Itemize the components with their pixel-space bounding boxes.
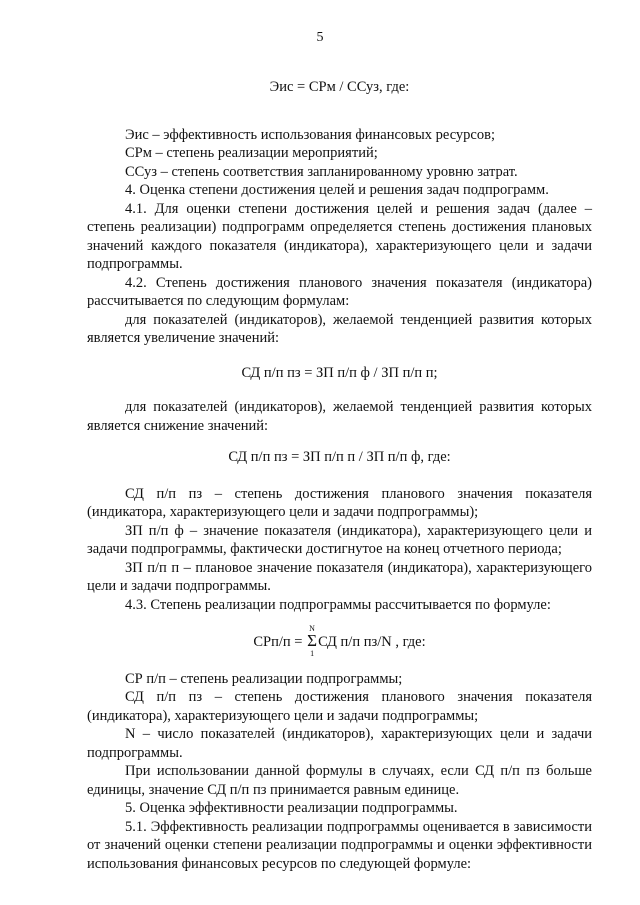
formula-sd-increase: СД п/п пз = ЗП п/п ф / ЗП п/п п;: [241, 364, 438, 381]
paragraph-4-3: 4.3. Степень реализации подпрограммы рассчитывается по формуле:: [125, 596, 551, 613]
paragraph-4-2: 4.2. Степень достижения планового значения показателя (индикатора) рассчитывается по следующим формулам:: [87, 274, 592, 309]
paragraph-5-1: 5.1. Эффективность реализации подпрограммы оценивается в зависимости от значений оценки степени реализации подпрограммы и оценки эффективности использования финансовых ресурсов по следующей формуле:: [87, 818, 592, 872]
paragraph-decrease: для показателей (индикаторов), желаемой тенденцией развития которых является снижение значений:: [87, 399, 592, 434]
formula-srpp-rhs: СД п/п пз/N , где:: [318, 634, 426, 650]
summation-upper-limit: N: [309, 624, 315, 633]
section-4-heading: 4. Оценка степени достижения целей и решения задач подпрограмм.: [125, 182, 549, 198]
def-zp-plan: ЗП п/п п – плановое значение показателя (индикатора), характеризующего цели и задачи подпрограммы.: [87, 559, 592, 594]
summation-lower-limit: 1: [310, 648, 315, 658]
def-zp-fact: ЗП п/п ф – значение показателя (индикатора), характеризующего цели и задачи подпрограммы, фактически достигнутое на конец отчетного периода;: [87, 522, 592, 557]
document-body: [87, 78, 592, 873]
def-eis: Эис – эффективность использования финансовых ресурсов;: [125, 126, 495, 143]
def-ssuz: ССуз – степень соответствия запланированному уровню затрат.: [125, 163, 518, 180]
sigma-glyph: Σ: [307, 631, 318, 650]
formula-sd-decrease: СД п/п пз = ЗП п/п п / ЗП п/п ф, где:: [228, 449, 451, 465]
def-n: N – число показателей (индикаторов), характеризующих цели и задачи подпрограммы.: [87, 726, 592, 761]
formula-srpp: [87, 624, 592, 658]
page-number: 5: [316, 30, 324, 45]
def-srpp: СР п/п – степень реализации подпрограммы;: [125, 670, 403, 687]
def-sd-2: СД п/п пз – степень достижения планового значения показателя (индикатора), характеризующего цели и задачи подпрограммы;: [87, 689, 592, 724]
paragraph-increase: для показателей (индикаторов), желаемой тенденцией развития которых является увеличение значений:: [87, 311, 592, 346]
formula-eis: Эис = СРм / ССуз, где:: [269, 79, 410, 95]
paragraph-4-1: 4.1. Для оценки степени достижения целей и решения задач (далее – степень реализации) подпрограмм определяется степень достижения плановых значений каждого показателя (индикатора), характеризующего цели и задачи подпрограммы.: [87, 200, 592, 272]
paragraph-note: При использовании данной формулы в случаях, если СД п/п пз больше единицы, значение СД п/п пз принимается равным единице.: [87, 763, 592, 798]
summation-symbol: [306, 624, 318, 658]
formula-srpp-lhs: СРп/п =: [253, 634, 307, 650]
def-sd: СД п/п пз – степень достижения планового значения показателя (индикатора, характеризующего цели и задачи подпрограммы);: [87, 485, 592, 520]
def-srm: СРм – степень реализации мероприятий;: [125, 145, 378, 161]
section-5-heading: 5. Оценка эффективности реализации подпрограммы.: [125, 800, 458, 816]
